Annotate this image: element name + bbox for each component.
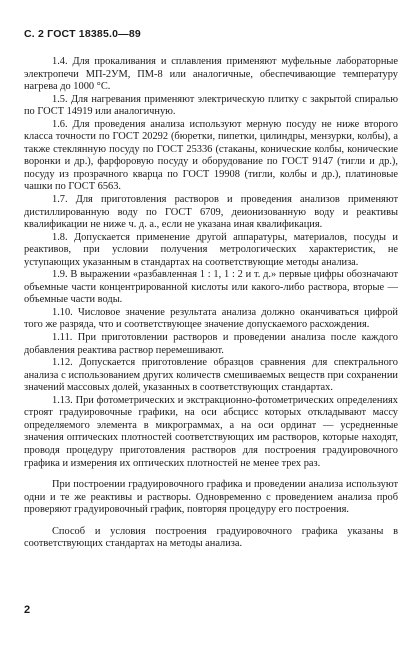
paragraph-1-7: 1.7. Для приготовления растворов и проведения анализов применяют дистиллированную воду по ГОСТ 6709, деионизованную воду и реактивы квалификации не ниже ч. д. а., если не указана иная квалификация. <box>24 194 398 231</box>
paragraph-calibration-check: При построении градуировочного графика и проведении анализа используют одни и те же реактивы и растворы. Одновременно с проведением анализа проб проверяют градуировочный график, повторяя процедуру его построения. <box>24 479 398 516</box>
paragraph-1-4: 1.4. Для прокаливания и сплавления применяют муфельные лабораторные электропечи МП-2УМ, ПМ-8 или аналогичные, обеспечивающие температуру нагрева до 1000 °С. <box>24 56 398 93</box>
page-header: С. 2 ГОСТ 18385.0—89 <box>24 28 141 40</box>
paragraph-1-6: 1.6. Для проведения анализа используют мерную посуду не ниже второго класса точности по ГОСТ 20292 (бюретки, пипетки, цилиндры, мензурки, колбы), а также стеклянную посуду по ГОСТ 25336 (стаканы, конические колбы, конические воронки и др.), фарфоровую посуду и оборудование по ГОСТ 9147 (тигли и др.), посуду из прозрачного кварца по ГОСТ 19908 (тигли, колбы и др.), платиновые чашки по ГОСТ 6563. <box>24 118 398 193</box>
paragraph-1-10: 1.10. Числовое значение результата анализа должно оканчиваться цифрой того же разряда, что и соответствующее значение допускаемого расхождения. <box>24 306 398 331</box>
paragraph-1-8: 1.8. Допускается применение другой аппаратуры, материалов, посуды и реактивов, при условии получения метрологических характеристик, не уступающих указанным в стандартах на соответствующие методы анализа. <box>24 231 398 268</box>
document-body <box>24 56 398 551</box>
paragraph-1-5: 1.5. Для нагревания применяют электрическую плитку с закрытой спиралью по ГОСТ 14919 или аналогичную. <box>24 93 398 118</box>
paragraph-1-9: 1.9. В выражении «разбавленная 1 : 1, 1 : 2 и т. д.» первые цифры обозначают объемные части концентрированной кислоты или какого-либо раствора, вторые — объемные части воды. <box>24 269 398 306</box>
paragraph-1-12: 1.12. Допускается приготовление образцов сравнения для спектрального анализа с использованием других количеств смешиваемых веществ при сохранении значений массовых долей, указанных в соответствующих стандартах. <box>24 357 398 394</box>
paragraph-calibration-method: Способ и условия построения градуировочного графика указаны в соответствующих стандартах на методы анализа. <box>24 525 398 550</box>
page-number: 2 <box>24 604 31 616</box>
paragraph-1-11: 1.11. При приготовлении растворов и проведении анализа после каждого добавления реактива раствор перемешивают. <box>24 332 398 356</box>
paragraph-1-13: 1.13. При фотометрических и экстракционно-фотометрических определениях строят градуировочные графики, на оси абсцисс которых откладывают массу определяемого элемента в микрограммах, а на оси ординат — усредненные значения оптических плотностей соответствующих им растворов, которые находят, проводя процедуру приготовления растворов для построения градуировочного графика и измерения их оптических плотностей не менее трех раз. <box>24 394 398 469</box>
